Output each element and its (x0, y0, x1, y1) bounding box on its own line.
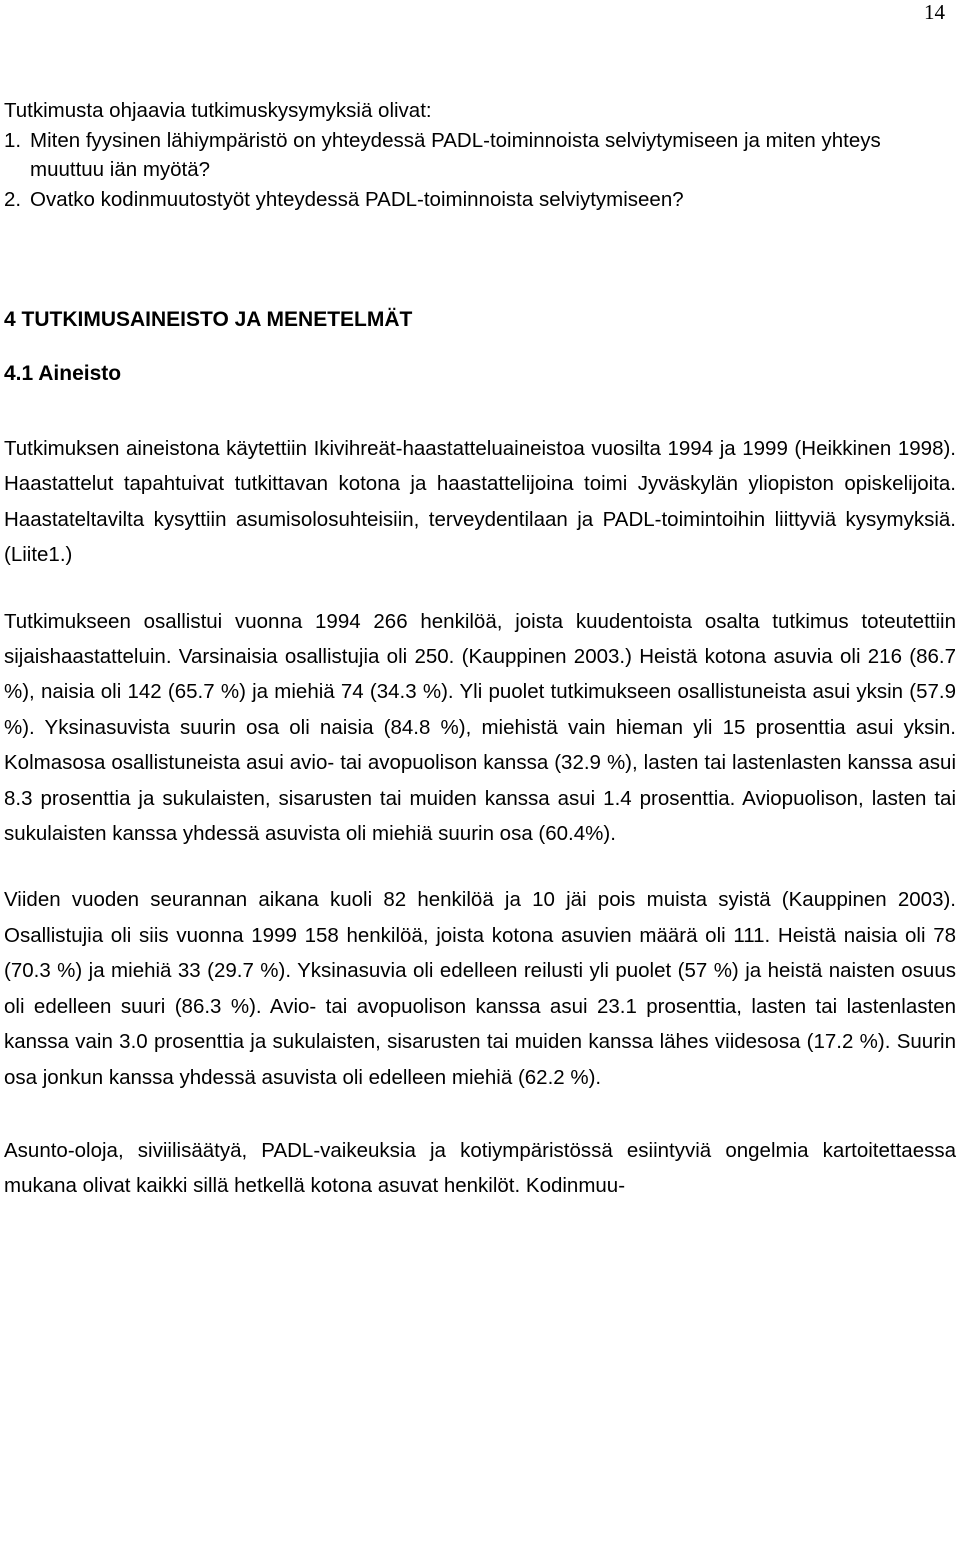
list-number: 1. (4, 128, 22, 152)
paragraph-participants-1994: Tutkimukseen osallistui vuonna 1994 266 henkilöä, joista kuudentoista osalta tutkimus toteutettiin sijaishaastatteluin. Varsinaisia osallistujia oli 250. (Kauppinen 2003.) Heistä kotona asuvia oli 216 (86.7 %), naisia oli 142 (65.7 %) ja miehiä 74 (34.3 %). Yli puolet tutkimukseen osallistuneista asui yksin (57.9 %). Yksinasuvista suurin osa oli naisia (84.8 %), miehistä vain hieman yli 15 prosenttia asui yksin. Kolmasosa osallistuneista asui avio- tai avopuolison kanssa (32.9 %), lasten tai lastenlasten kanssa asui 8.3 prosenttia ja sukulaisten, sisarusten tai muiden kanssa asui 1.4 prosenttia. Aviopuolison, lasten tai sukulaisten kanssa yhdessä asuvista oli miehiä suurin osa (60.4%). (4, 609, 956, 846)
list-item-text: Miten fyysinen lähiympäristö on yhteydessä PADL-toiminnoista selviytymiseen ja miten yhteys muuttuu iän myötä? (30, 128, 881, 181)
chapter-heading: 4 TUTKIMUSAINEISTO JA MENETELMÄT (4, 308, 413, 331)
page-number: 14 (924, 0, 945, 24)
paragraph-followup-1999: Viiden vuoden seurannan aikana kuoli 82 henkilöä ja 10 jäi pois muista syistä (Kauppinen 2003). Osallistujia oli siis vuonna 1999 158 henkilöä, joista kotona asuvien määrä oli 111. Heistä naisia oli 78 (70.3 %) ja miehiä 33 (29.7 %). Yksinasuvia oli edelleen reilusti yli puolet (57 %) ja heistä naisten osuus oli edelleen suuri (86.3 %). Avio- tai avopuolison kanssa asui 23.1 prosenttia, lasten tai lastenlasten kanssa vain 3.0 prosenttia ja sukulaisten, sisarusten tai muiden kanssa lähes viidesosa (17.2 %). Suurin osa jonkun kanssa yhdessä asuvista oli edelleen miehiä (62.2 %). (4, 888, 956, 1089)
paragraph-variables: Asunto-oloja, siviilisäätyä, PADL-vaikeuksia ja kotiympäristössä esiintyviä ongelmia kartoitettaessa mukana olivat kaikki sillä hetkellä kotona asuvat henkilöt. Kodinmuu- (4, 1138, 956, 1198)
research-questions-list (4, 126, 956, 215)
research-questions-intro: Tutkimusta ohjaavia tutkimuskysymyksiä olivat: (4, 99, 432, 122)
list-number: 2. (4, 187, 22, 211)
paragraph-data-source: Tutkimuksen aineistona käytettiin Ikivihreät-haastatteluaineistoa vuosilta 1994 ja 1999 (Heikkinen 1998). Haastattelut tapahtuivat tutkittavan kotona ja haastattelijoina toimi Jyväskylän yliopiston opiskelijoita. Haastateltavilta kysyttiin asumisolosuhteisiin, terveydentilaan ja PADL-toimintoihin liittyviä kysymyksiä. (Liite1.) (4, 437, 956, 567)
research-question-2 (4, 185, 956, 215)
section-heading: 4.1 Aineisto (4, 362, 122, 385)
list-item-text: Ovatko kodinmuutostyöt yhteydessä PADL-toiminnoista selviytymiseen? (30, 187, 684, 211)
page-content (4, 96, 956, 1204)
research-question-1 (4, 126, 956, 185)
